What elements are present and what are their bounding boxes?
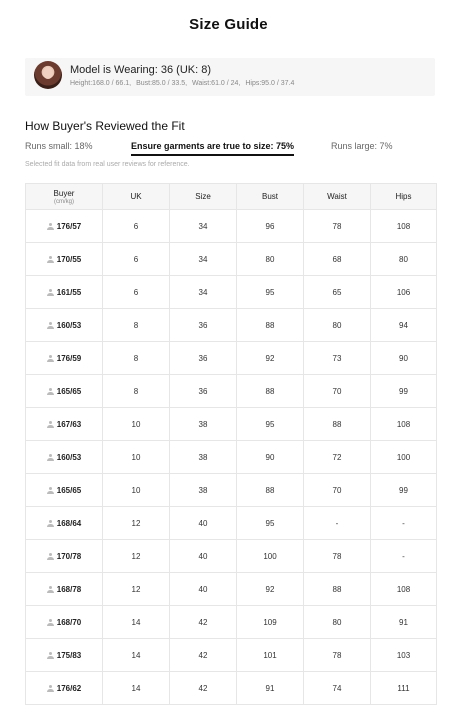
cell-waist: 74: [304, 672, 371, 705]
cell-bust: 88: [237, 474, 304, 507]
header-waist: Waist: [304, 184, 371, 210]
cell-hips: 90: [371, 342, 437, 375]
buyer-measure: 167/63: [56, 419, 82, 429]
page-title: Size Guide: [189, 16, 268, 33]
cell-uk: 8: [103, 375, 170, 408]
cell-uk: 6: [103, 243, 170, 276]
header-uk: UK: [103, 184, 170, 210]
cell-size: 36: [170, 375, 237, 408]
cell-bust: 100: [237, 540, 304, 573]
fit-true-to-size: Ensure garments are true to size: 75%: [131, 141, 294, 156]
table-row: [26, 342, 437, 375]
cell-uk: 8: [103, 342, 170, 375]
fit-runs-small: Runs small: 18%: [25, 141, 93, 151]
cell-hips: -: [371, 507, 437, 540]
model-measurements: [70, 80, 297, 87]
model-avatar: [34, 61, 62, 89]
cell-size: 40: [170, 540, 237, 573]
user-icon: [47, 652, 54, 659]
model-wearing-label: Model is Wearing: 36 (UK: 8): [70, 64, 212, 76]
cell-size: 38: [170, 474, 237, 507]
table-row: [26, 573, 437, 606]
cell-size: 42: [170, 606, 237, 639]
cell-waist: 80: [304, 606, 371, 639]
cell-buyer: [26, 441, 103, 474]
table-row: [26, 210, 437, 243]
header-size: Size: [170, 184, 237, 210]
table-row: [26, 639, 437, 672]
table-row: [26, 474, 437, 507]
buyer-measure: 176/57: [56, 221, 82, 231]
cell-uk: 12: [103, 540, 170, 573]
cell-size: 34: [170, 210, 237, 243]
cell-waist: 70: [304, 474, 371, 507]
cell-bust: 91: [237, 672, 304, 705]
cell-buyer: [26, 507, 103, 540]
cell-hips: 108: [371, 408, 437, 441]
user-icon: [47, 454, 54, 461]
cell-bust: 95: [237, 276, 304, 309]
cell-bust: 101: [237, 639, 304, 672]
cell-size: 40: [170, 507, 237, 540]
cell-uk: 12: [103, 573, 170, 606]
cell-buyer: [26, 408, 103, 441]
cell-bust: 80: [237, 243, 304, 276]
cell-hips: 99: [371, 375, 437, 408]
buyer-measure: 170/55: [56, 254, 82, 264]
user-icon: [47, 322, 54, 329]
cell-bust: 92: [237, 573, 304, 606]
table-row: [26, 540, 437, 573]
buyer-measure: 176/62: [56, 683, 82, 693]
cell-uk: 14: [103, 672, 170, 705]
cell-uk: 10: [103, 408, 170, 441]
model-waist: Waist:61.0 / 24,: [192, 80, 241, 87]
cell-waist: 78: [304, 210, 371, 243]
model-bust: Bust:85.0 / 33.5,: [136, 80, 188, 87]
table-row: [26, 276, 437, 309]
cell-hips: 103: [371, 639, 437, 672]
buyer-measure: 176/59: [56, 353, 82, 363]
cell-buyer: [26, 243, 103, 276]
buyer-measure: 175/83: [56, 650, 82, 660]
buyer-measure: 165/65: [56, 485, 82, 495]
cell-waist: 78: [304, 639, 371, 672]
table-row: [26, 408, 437, 441]
cell-hips: 100: [371, 441, 437, 474]
cell-size: 36: [170, 309, 237, 342]
cell-buyer: [26, 639, 103, 672]
cell-waist: 88: [304, 408, 371, 441]
buyer-measure: 168/70: [56, 617, 82, 627]
header-buyer-unit: (cm/kg): [54, 198, 74, 205]
model-hips: Hips:95.0 / 37.4: [245, 80, 295, 87]
cell-waist: 65: [304, 276, 371, 309]
cell-bust: 90: [237, 441, 304, 474]
table-row: [26, 507, 437, 540]
header-hips: Hips: [371, 184, 437, 210]
cell-bust: 96: [237, 210, 304, 243]
cell-hips: 108: [371, 210, 437, 243]
fit-summary: [25, 141, 435, 157]
user-icon: [47, 421, 54, 428]
cell-waist: 80: [304, 309, 371, 342]
cell-buyer: [26, 210, 103, 243]
buyer-measure: 168/78: [56, 584, 82, 594]
cell-uk: 14: [103, 606, 170, 639]
table-row: [26, 375, 437, 408]
user-icon: [47, 619, 54, 626]
table-header-row: [26, 184, 437, 210]
cell-buyer: [26, 342, 103, 375]
buyer-fit-table: [25, 183, 437, 705]
cell-waist: 78: [304, 540, 371, 573]
cell-size: 40: [170, 573, 237, 606]
cell-buyer: [26, 276, 103, 309]
cell-uk: 10: [103, 474, 170, 507]
cell-uk: 6: [103, 210, 170, 243]
cell-bust: 88: [237, 375, 304, 408]
user-icon: [47, 553, 54, 560]
cell-size: 34: [170, 243, 237, 276]
cell-buyer: [26, 606, 103, 639]
buyer-measure: 160/53: [56, 452, 82, 462]
table-row: [26, 672, 437, 705]
header-bust: Bust: [237, 184, 304, 210]
cell-bust: 95: [237, 408, 304, 441]
cell-bust: 92: [237, 342, 304, 375]
cell-buyer: [26, 672, 103, 705]
cell-waist: 68: [304, 243, 371, 276]
cell-buyer: [26, 309, 103, 342]
fit-section-title: How Buyer's Reviewed the Fit: [25, 119, 185, 133]
user-icon: [47, 355, 54, 362]
table-row: [26, 606, 437, 639]
fit-note: Selected fit data from real user reviews for reference.: [25, 161, 190, 168]
user-icon: [47, 223, 54, 230]
cell-waist: -: [304, 507, 371, 540]
table-row: [26, 441, 437, 474]
cell-hips: 108: [371, 573, 437, 606]
user-icon: [47, 520, 54, 527]
cell-waist: 73: [304, 342, 371, 375]
cell-size: 36: [170, 342, 237, 375]
user-icon: [47, 388, 54, 395]
cell-hips: 111: [371, 672, 437, 705]
buyer-measure: 161/55: [56, 287, 82, 297]
cell-hips: 80: [371, 243, 437, 276]
model-info-card: [25, 58, 435, 96]
cell-waist: 72: [304, 441, 371, 474]
table-row: [26, 309, 437, 342]
cell-hips: 91: [371, 606, 437, 639]
cell-uk: 10: [103, 441, 170, 474]
cell-uk: 8: [103, 309, 170, 342]
header-buyer: [26, 184, 103, 210]
cell-hips: 106: [371, 276, 437, 309]
buyer-measure: 170/78: [56, 551, 82, 561]
cell-uk: 12: [103, 507, 170, 540]
header-buyer-label: Buyer: [53, 188, 75, 198]
buyer-measure: 165/65: [56, 386, 82, 396]
cell-buyer: [26, 573, 103, 606]
cell-uk: 6: [103, 276, 170, 309]
user-icon: [47, 256, 54, 263]
cell-bust: 88: [237, 309, 304, 342]
cell-size: 42: [170, 639, 237, 672]
cell-bust: 109: [237, 606, 304, 639]
cell-uk: 14: [103, 639, 170, 672]
user-icon: [47, 685, 54, 692]
cell-size: 34: [170, 276, 237, 309]
cell-waist: 88: [304, 573, 371, 606]
cell-bust: 95: [237, 507, 304, 540]
cell-waist: 70: [304, 375, 371, 408]
cell-hips: -: [371, 540, 437, 573]
buyer-measure: 160/53: [56, 320, 82, 330]
cell-buyer: [26, 375, 103, 408]
buyer-measure: 168/64: [56, 518, 82, 528]
cell-hips: 99: [371, 474, 437, 507]
cell-size: 38: [170, 408, 237, 441]
user-icon: [47, 586, 54, 593]
cell-buyer: [26, 540, 103, 573]
cell-buyer: [26, 474, 103, 507]
cell-size: 42: [170, 672, 237, 705]
cell-size: 38: [170, 441, 237, 474]
cell-hips: 94: [371, 309, 437, 342]
model-height: Height:168.0 / 66.1,: [70, 80, 132, 87]
fit-runs-large: Runs large: 7%: [331, 141, 393, 151]
user-icon: [47, 289, 54, 296]
user-icon: [47, 487, 54, 494]
table-row: [26, 243, 437, 276]
